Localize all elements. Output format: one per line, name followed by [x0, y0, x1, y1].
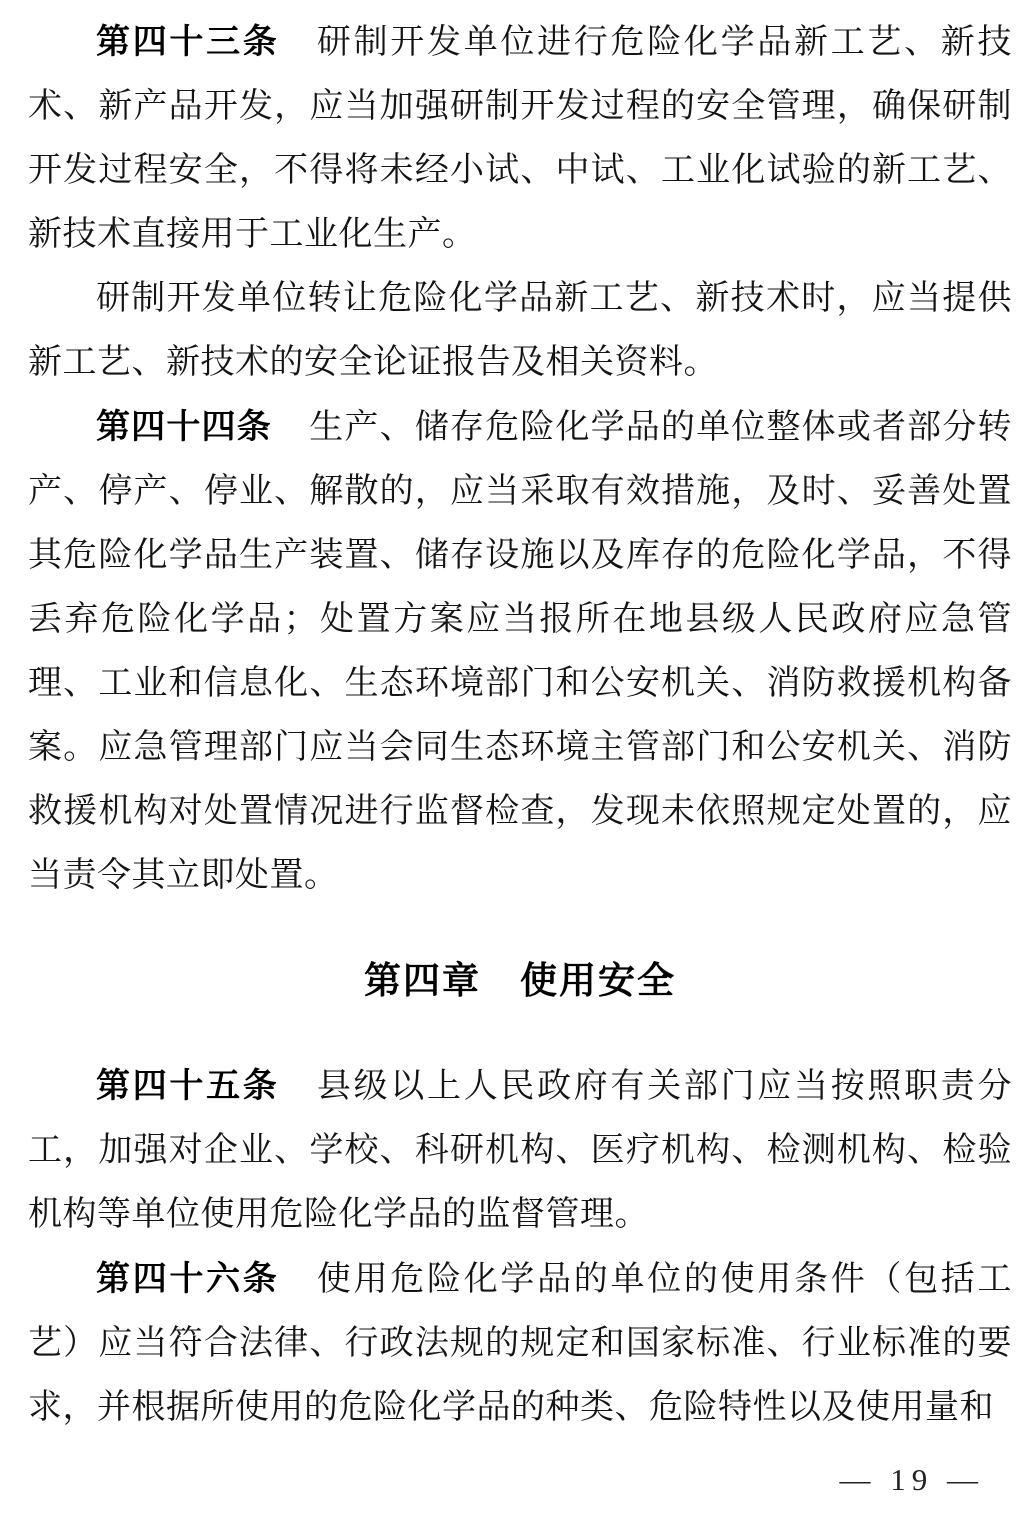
- page-number: — 19 —: [839, 1462, 984, 1497]
- article-43-label: 第四十三条: [96, 23, 280, 61]
- article-45-paragraph: [28, 1054, 1012, 1247]
- article-44-paragraph: [28, 395, 1012, 908]
- article-43-text: 研制开发单位进行危险化学品新工艺、新技术、新产品开发，应当加强研制开发过程的安全管理，确保研制开发过程安全，不得将未经小试、中试、工业化试验的新工艺、新技术直接用于工业化生产。: [28, 24, 1013, 253]
- article-43-paragraph-2: [28, 267, 1012, 395]
- document-body: [28, 10, 1012, 1440]
- article-44-label: 第四十四条: [96, 408, 272, 446]
- article-46-label: 第四十六条: [96, 1260, 280, 1298]
- article-45-label: 第四十五条: [96, 1067, 280, 1105]
- chapter-4-heading: 第四章 使用安全: [364, 960, 676, 1001]
- article-43-paragraph-2-text: 研制开发单位转让危险化学品新工艺、新技术时，应当提供新工艺、新技术的安全论证报告及相关资料。: [28, 280, 1012, 381]
- article-44-text: 生产、储存危险化学品的单位整体或者部分转产、停产、停业、解散的，应当采取有效措施，及时、妥善处置其危险化学品生产装置、储存设施以及库存的危险化学品，不得丢弃危险化学品；处置方案应当报所在地县级人民政府应急管理、工业和信息化、生态环境部门和公安机关、消防救援机构备案。应急管理部门应当会同生态环境主管部门和公安机关、消防救援机构对处置情况进行监督检查，发现未依照规定处置的，应当责令其立即处置。: [28, 409, 1013, 894]
- article-46-paragraph: [28, 1247, 1012, 1440]
- article-45-text: 县级以上人民政府有关部门应当按照职责分工，加强对企业、学校、科研机构、医疗机构、检测机构、检验机构等单位使用危险化学品的监督管理。: [28, 1068, 1013, 1233]
- article-46-text: 使用危险化学品的单位的使用条件（包括工艺）应当符合法律、行政法规的规定和国家标准、行业标准的要求，并根据所使用的危险化学品的种类、危险特性以及使用量和: [28, 1261, 1013, 1426]
- article-43-paragraph: [28, 10, 1012, 267]
